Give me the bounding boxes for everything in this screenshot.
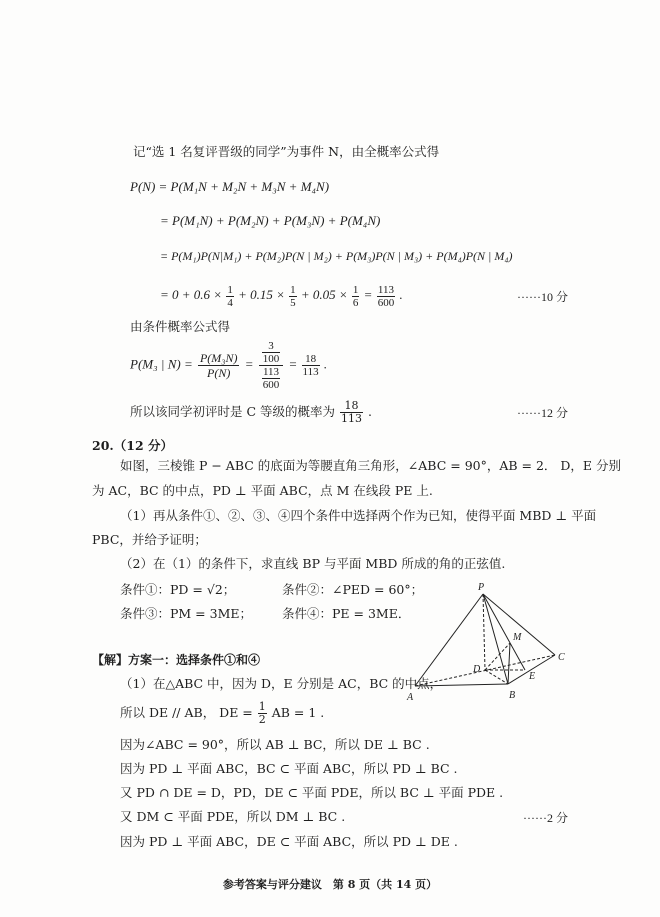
solution-header: 【解】方案一：选择条件①和④ [92,653,261,667]
frac-den: 4 [227,296,233,309]
question-20-header: 20.（12 分） [92,438,173,453]
frac-num: 18 [340,400,363,413]
fraction-3-100 [262,340,281,365]
fraction-113-600-b [262,366,281,391]
question-part-1-cont: PBC，并给予证明； [92,532,207,547]
fraction-1-2 [258,701,267,726]
page-footer: 参考答案与评分建议 第 8 页（共 14 页） [222,878,438,891]
solution-step-6: 又 DM ⊂ 平面 PDE，所以 DM ⊥ BC . [120,809,346,824]
solution-step-7: 因为 PD ⊥ 平面 ABC，DE ⊂ 平面 ABC，所以 PD ⊥ DE . [120,834,458,849]
solution-step-4: 因为 PD ⊥ 平面 ABC，BC ⊂ 平面 ABC，所以 PD ⊥ BC . [120,761,458,776]
f-text-a: = 0 + 0.6 × [160,287,223,302]
solution-step-3: 因为∠ABC = 90°，所以 AB ⊥ BC，所以 DE ⊥ BC . [120,737,430,752]
frac-num: 1 [258,700,266,713]
question-text-2: 为 AC，BC 的中点，PD ⊥ 平面 ABC，点 M 在线段 PE 上. [92,483,433,498]
conclusion-text: 所以该同学初评时是 C 等级的概率为 [130,404,336,419]
conclusion-line [130,399,372,425]
c-text-c: = [288,356,298,372]
frac-den: 600 [262,379,280,391]
condition-4: 条件④：PE = 3ME． [282,606,411,621]
frac-num: 1 [352,283,359,296]
frac-den: P(N) [207,366,231,380]
label-m: M [513,632,522,643]
frac-den: 600 [377,296,395,309]
edge-pc [483,594,555,655]
step2-text-b: AB = 1 . [271,705,325,720]
compound-num [259,340,284,366]
conclusion-end: . [367,404,372,419]
fraction-18-113 [302,353,320,378]
label-c: C [558,652,565,663]
frac-den: 100 [262,353,280,365]
question-text-1: 如图，三棱锥 P − ABC 的底面为等腰直角三角形，∠ABC = 90°，AB = 2． D，E 分别 [120,458,622,473]
label-e: E [529,671,536,682]
compound-den [259,366,284,391]
conditional-intro: 由条件概率公式得 [130,319,231,334]
edge-pd-hidden [483,594,485,670]
frac-num: 113 [377,283,394,296]
frac-den: 113 [302,366,319,378]
c-text-a: P(M₃ | N) = [130,356,193,372]
question-part-2: （2）在（1）的条件下，求直线 BP 与平面 MBD 所成的角的正弦值. [120,556,506,571]
frac-den: 2 [258,713,266,726]
frac-num: 1 [290,283,296,296]
f-text-c: + 0.05 × [300,287,348,302]
label-d: D [473,664,481,675]
fraction-pm3n-pn [198,351,240,380]
question-part-1: （1）再从条件①、②、③、④四个条件中选择两个作为已知，使得平面 MBD ⊥ 平面 [120,508,597,523]
c-text-b: = [244,356,254,372]
condition-1: 条件①：PD = √2； [120,582,236,597]
f-text-e: . [399,287,403,302]
frac-num: 3 [262,340,281,353]
fraction-1-5 [289,284,297,309]
frac-num: 113 [262,366,280,378]
formula-line-2: = P(M₁N) + P(M₂N) + P(M₃N) + P(M₄N) [160,213,381,228]
step2-text-a: 所以 DE // AB， DE = [120,705,253,720]
frac-den: 5 [290,296,296,309]
f-text-d: = [363,287,373,302]
formula-line-4 [160,280,403,310]
f-text-b: + 0.15 × [238,287,285,302]
label-a: A [407,692,414,703]
label-p: P [478,582,485,593]
fraction-18-113-b [340,400,363,425]
frac-den: 113 [341,412,362,425]
edge-mb [508,643,510,684]
condition-3: 条件③：PM = 3ME； [120,606,253,621]
conditional-formula [130,340,327,391]
frac-num: P(M₃N) [199,351,238,365]
frac-num: 18 [302,353,320,366]
fraction-1-6 [352,284,360,309]
label-b: B [509,690,516,701]
formula-line-1: P(N) = P(M₁N + M₂N + M₃N + M₄N) [130,179,330,194]
frac-num: 1 [227,283,233,296]
fraction-113-600 [377,284,396,309]
intro-line: 记“选 1 名复评晋级的同学”为事件 N，由全概率公式得 [133,144,440,159]
condition-2: 条件②：∠PED = 60°； [282,582,424,597]
solution-step-2 [120,701,324,726]
score-12: ······12 分 [517,406,568,420]
frac-den: 6 [352,296,359,309]
c-text-d: . [323,356,328,372]
score-10: ······10 分 [517,290,568,304]
fraction-1-4 [226,284,234,309]
solution-step-1: （1）在△ABC 中，因为 D，E 分别是 AC，BC 的中点， [120,676,443,691]
solution-step-5: 又 PD ∩ DE = D，PD，DE ⊂ 平面 PDE，所以 BC ⊥ 平面 PDE . [120,785,504,800]
formula-line-3: = P(M₁)P(N|M₁) + P(M₂)P(N | M₂) + P(M₃)P(N | M₃) + P(M₄)P(N | M₄) [160,249,513,263]
compound-fraction [259,340,284,391]
score-2: ······2 分 [523,811,568,825]
